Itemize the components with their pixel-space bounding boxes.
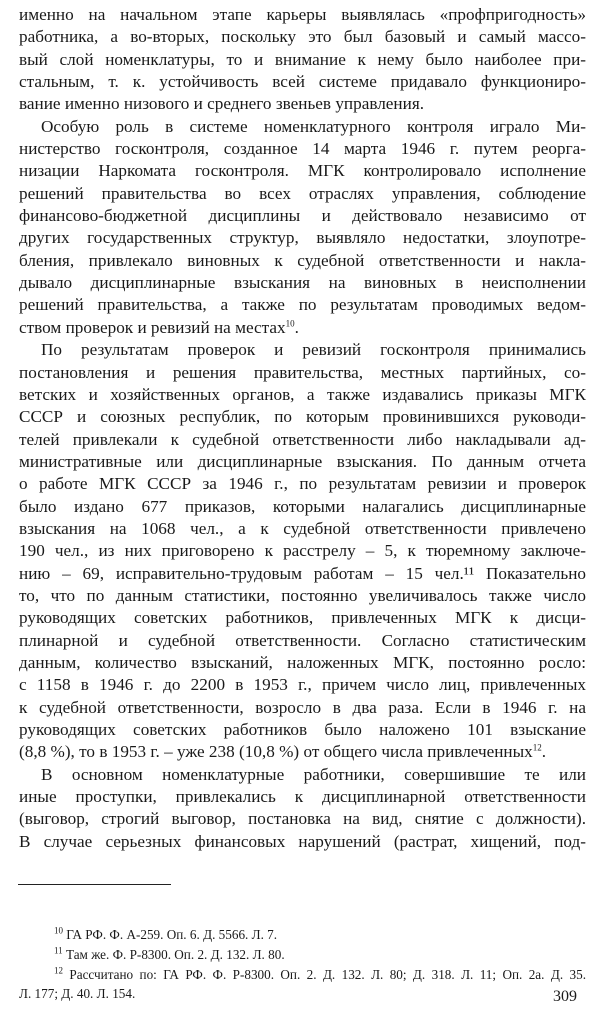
text-line: других государственных структур, выявляло недостатки, злоупотре- [19, 228, 586, 248]
text-line: ветских и хозяйственных органов, а также издавались приказы МГК [19, 384, 586, 404]
text-line: иные проступки, привлекались к дисциплинарной ответственности [19, 787, 586, 807]
text-line: 190 чел., из них приговорено к расстрелу – 5, к тюремному заключе- [19, 541, 586, 561]
text-line: было издано 677 приказов, которыми налагались дисциплинарные [19, 496, 586, 516]
text-line: плинарной и судебной ответственности. Согласно статистическим [19, 630, 586, 650]
text-line: именно на начальном этапе карьеры выявлялась «профпригодность» [19, 5, 586, 24]
text-line: постановления и решения правительства, местных партийных, со- [19, 362, 586, 382]
paragraph [19, 116, 586, 339]
footnote-text: Там же. Ф. Р-8300. Оп. 2. Д. 132. Л. 80. [65, 947, 285, 962]
text-line: (выговор, строгий выговор, постановка на вид, снятие с должности). [19, 809, 586, 829]
text-line: низации Наркомата госконтроля. МГК контролировало исполнение [19, 161, 586, 181]
footnote-number: 10 [54, 925, 63, 936]
text-line: дывало дисциплинарные взыскания на виновных в неисполнении [19, 273, 586, 293]
text-line: данным, количество взысканий, наложенных МГК, постоянно росло: [19, 652, 586, 672]
text-line: о работе МГК СССР за 1946 г., по результатам ревизии и проверок [19, 474, 586, 494]
footnote-divider [18, 884, 171, 885]
paragraph [19, 4, 586, 116]
text-line: стальным, т. к. устойчивость всей системе придавало функциониро- [19, 72, 586, 92]
text-line: то, что по данным статистики, постоянно увеличивалось также число [19, 585, 586, 605]
text-line: телей привлекали к судебной ответственности либо накладывали ад- [19, 429, 586, 449]
text-line-wrap: (8,8 %), то в 1953 г. – уже 238 (10,8 %) от общего числа привлеченных$^{12}$. [19, 742, 547, 762]
text-line: руководящих советских работников было наложено 101 взыскание [19, 720, 586, 739]
text-line: В основном номенклатурные работники, совершившие те или [41, 764, 586, 784]
text-line: решений правительства во всех отраслях управления, соблюдение [19, 183, 586, 203]
footnote-11 [19, 945, 586, 964]
footnote-number: 12 [54, 965, 63, 976]
footnote-12 [19, 965, 586, 1003]
text-line: бления, привлекало виновных к судебной ответственности и накла- [19, 250, 586, 270]
text-line: По результатам проверок и ревизий госконтроля принимались [41, 340, 586, 360]
text-line: ством проверок и ревизий на местах [19, 317, 286, 337]
text-line: финансово-бюджетной дисциплины и действовало независимо от [19, 206, 586, 226]
text-line: нистерство госконтроля, созданное 14 марта 1946 г. путем реорга- [19, 139, 586, 159]
footnote-10 [19, 925, 586, 944]
text-line: к судебной ответственности, возросло в два раза. Если в 1946 г. на [19, 697, 586, 717]
text-line: нию – 69, исправительно-трудовым работам – 15 чел.¹¹ Показательно [19, 563, 586, 583]
text-line-wrap: ством проверок и ревизий на местах$^{10}$. [19, 317, 299, 337]
footnote-number: 11 [54, 945, 63, 956]
text-line: с 1158 в 1946 г. до 2200 в 1953 г., причем число лиц, привлеченных [19, 675, 586, 695]
text-line: вание именно низового и среднего звеньев управления. [19, 94, 425, 114]
text-line: В случае серьезных финансовых нарушений (растрат, хищений, под- [19, 831, 586, 851]
footnote-text: Рассчитано по: ГА РФ. Ф. Р-8300. Оп. 2. Д. 132. Л. 80; Д. 318. Л. 11; Оп. 2а. Д. 35. [69, 967, 586, 982]
paragraph [19, 339, 586, 764]
paragraph [19, 764, 586, 853]
text-line: работника, а во-вторых, поскольку это был базовый и самый массо- [19, 27, 586, 47]
text-line: взыскания на 1068 чел., а к судебной ответственности привлечено [19, 518, 586, 538]
text-line: Особую роль в системе номенклатурного контроля играло Ми- [41, 116, 586, 136]
footnote-text: ГА РФ. Ф. А-259. Оп. 6. Д. 5566. Л. 7. [66, 927, 278, 942]
footnote-text-continued: Л. 177; Д. 40. Л. 154. [19, 986, 136, 1001]
footnote-ref: 12 [532, 742, 542, 753]
body-text [19, 4, 586, 853]
text-line: (8,8 %), то в 1953 г. – уже 238 (10,8 %) от общего числа привлеченных [19, 742, 533, 762]
page-number: 309 [553, 988, 577, 1005]
footnote-ref: 10 [285, 318, 295, 329]
text-line: руководящих советских работников, привлеченных МГК к дисци- [19, 608, 586, 628]
text-line: министративные или дисциплинарные взыскания. По данным отчета [19, 451, 586, 471]
text-line: решений правительства, а также по результатам проводимых ведом- [19, 295, 586, 315]
text-line: вый слой номенклатуры, то и внимание к нему было наиболее при- [19, 49, 586, 69]
text-line: СССР и союзных республик, по которым провинившихся руководи- [19, 407, 586, 427]
